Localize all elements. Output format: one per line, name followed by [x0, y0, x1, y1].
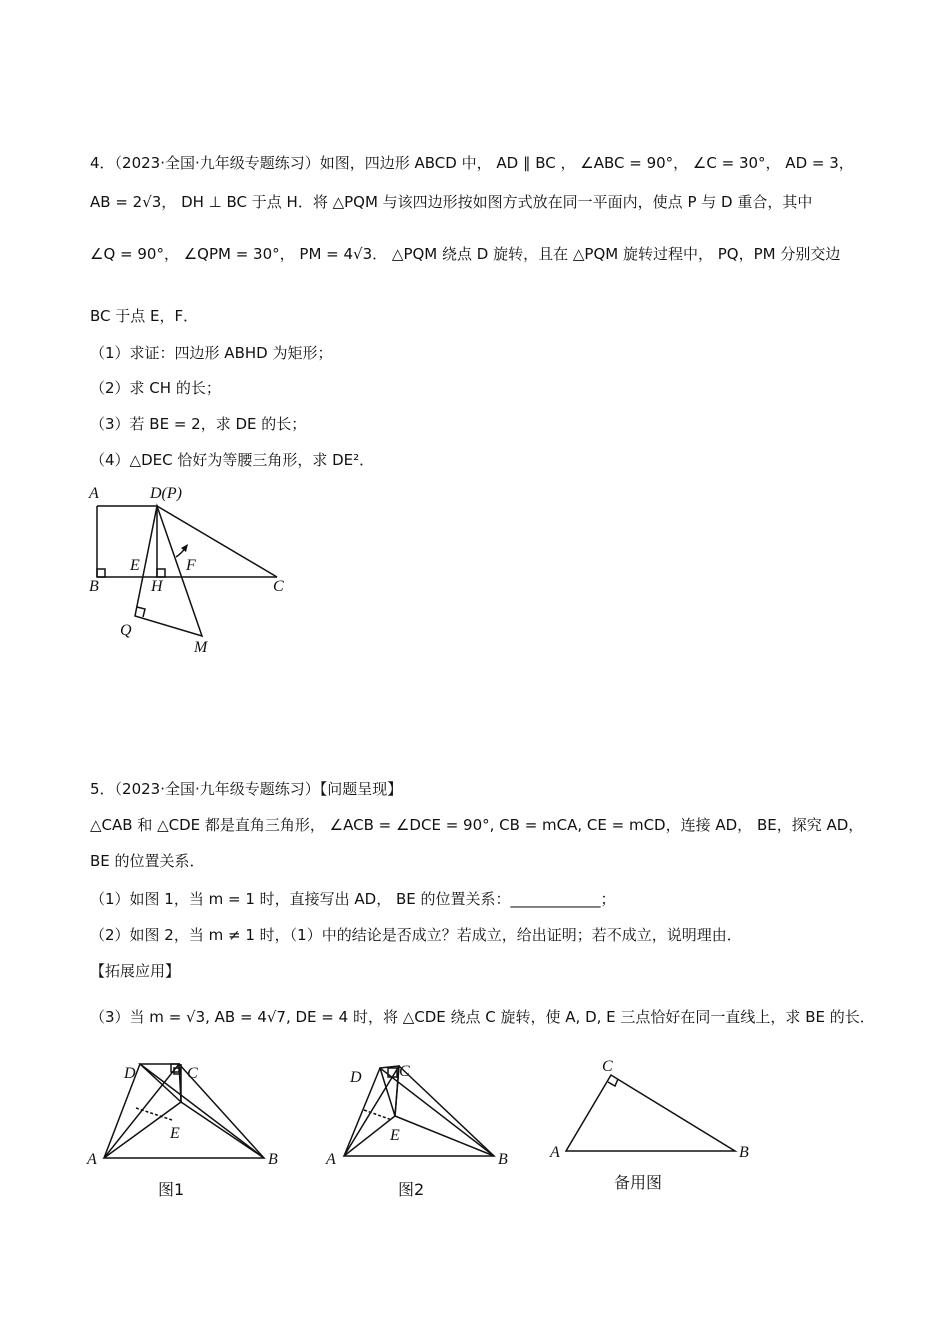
q5-line3: BE 的位置关系．: [90, 852, 205, 870]
q4-figure: [80, 480, 320, 660]
q5-sub3: （3）当 m = √3, AB = 4√7, DE = 4 时，将 △CDE 绕点 C 旋转，使 A, D, E 三点恰好在同一直线上，求 BE 的长．: [90, 1008, 875, 1026]
q5-line1: 5．（2023·全国·九年级专题练习）【问题呈现】: [90, 780, 403, 798]
q4-label-B: B: [89, 578, 99, 595]
q4-label-Q: Q: [120, 622, 132, 639]
q5-sub2: （2）如图 2，当 m ≠ 1 时，（1）中的结论是否成立？若成立，给出证明；若不成立，说明理由．: [90, 926, 742, 944]
fig1-label-E: E: [170, 1125, 180, 1142]
q5-line2: △CAB 和 △CDE 都是直角三角形， ∠ACB = ∠DCE = 90°, CB = mCA, CE = mCD，连接 AD， BE，探究 AD，: [90, 816, 864, 834]
q4-label-H: H: [151, 578, 163, 595]
q4-label-D: D(P): [150, 485, 182, 502]
q4-sub4: （4）△DEC 恰好为等腰三角形，求 DE²．: [90, 451, 375, 469]
fig1-label-C: C: [187, 1065, 198, 1082]
q4-sub2: （2）求 CH 的长；: [90, 379, 221, 397]
fig3-label-B: B: [739, 1144, 749, 1161]
q4-sub1: （1）求证：四边形 ABHD 为矩形；: [90, 344, 333, 362]
q5-sub1: （1）如图 1，当 m = 1 时，直接写出 AD， BE 的位置关系：____________；: [90, 890, 616, 908]
q4-label-A: A: [89, 485, 99, 502]
q4-label-E: E: [130, 557, 140, 574]
q5-ext: 【拓展应用】: [90, 962, 181, 980]
q4-label-F: F: [186, 557, 196, 574]
fig2-label-D: D: [350, 1069, 362, 1086]
q4-line3: ∠Q = 90°， ∠QPM = 30°， PM = 4√3． △PQM 绕点 D 旋转，且在 △PQM 旋转过程中， PQ，PM 分别交边: [90, 245, 841, 263]
fig2-label-C: C: [399, 1063, 410, 1080]
q5-figure1: [80, 1060, 290, 1180]
q5-figure2: [320, 1060, 530, 1180]
q4-line2: AB = 2√3， DH ⊥ BC 于点 H．将 △PQM 与该四边形按如图方式放在同一平面内，使点 P 与 D 重合，其中: [90, 193, 813, 211]
fig3-caption: 备用图: [614, 1173, 663, 1192]
fig2-caption: 图2: [398, 1180, 425, 1199]
fig1-label-D: D: [124, 1065, 136, 1082]
q4-label-C: C: [273, 578, 284, 595]
fig1-caption: 图1: [158, 1180, 185, 1199]
q5-figure-backup: [545, 1055, 765, 1165]
fig2-label-B: B: [498, 1151, 508, 1168]
fig1-label-A: A: [87, 1151, 97, 1168]
fig2-label-E: E: [390, 1127, 400, 1144]
q4-line1: 4．（2023·全国·九年级专题练习）如图，四边形 ABCD 中， AD ∥ BC ， ∠ABC = 90°， ∠C = 30°， AD = 3，: [90, 154, 854, 172]
fig2-label-A: A: [326, 1151, 336, 1168]
q4-line4: BC 于点 E，F．: [90, 307, 199, 325]
fig3-label-A: A: [550, 1144, 560, 1161]
q4-sub3: （3）若 BE = 2，求 DE 的长；: [90, 415, 307, 433]
fig1-label-B: B: [268, 1151, 278, 1168]
fig3-label-C: C: [602, 1058, 613, 1075]
q4-label-M: M: [194, 639, 208, 656]
